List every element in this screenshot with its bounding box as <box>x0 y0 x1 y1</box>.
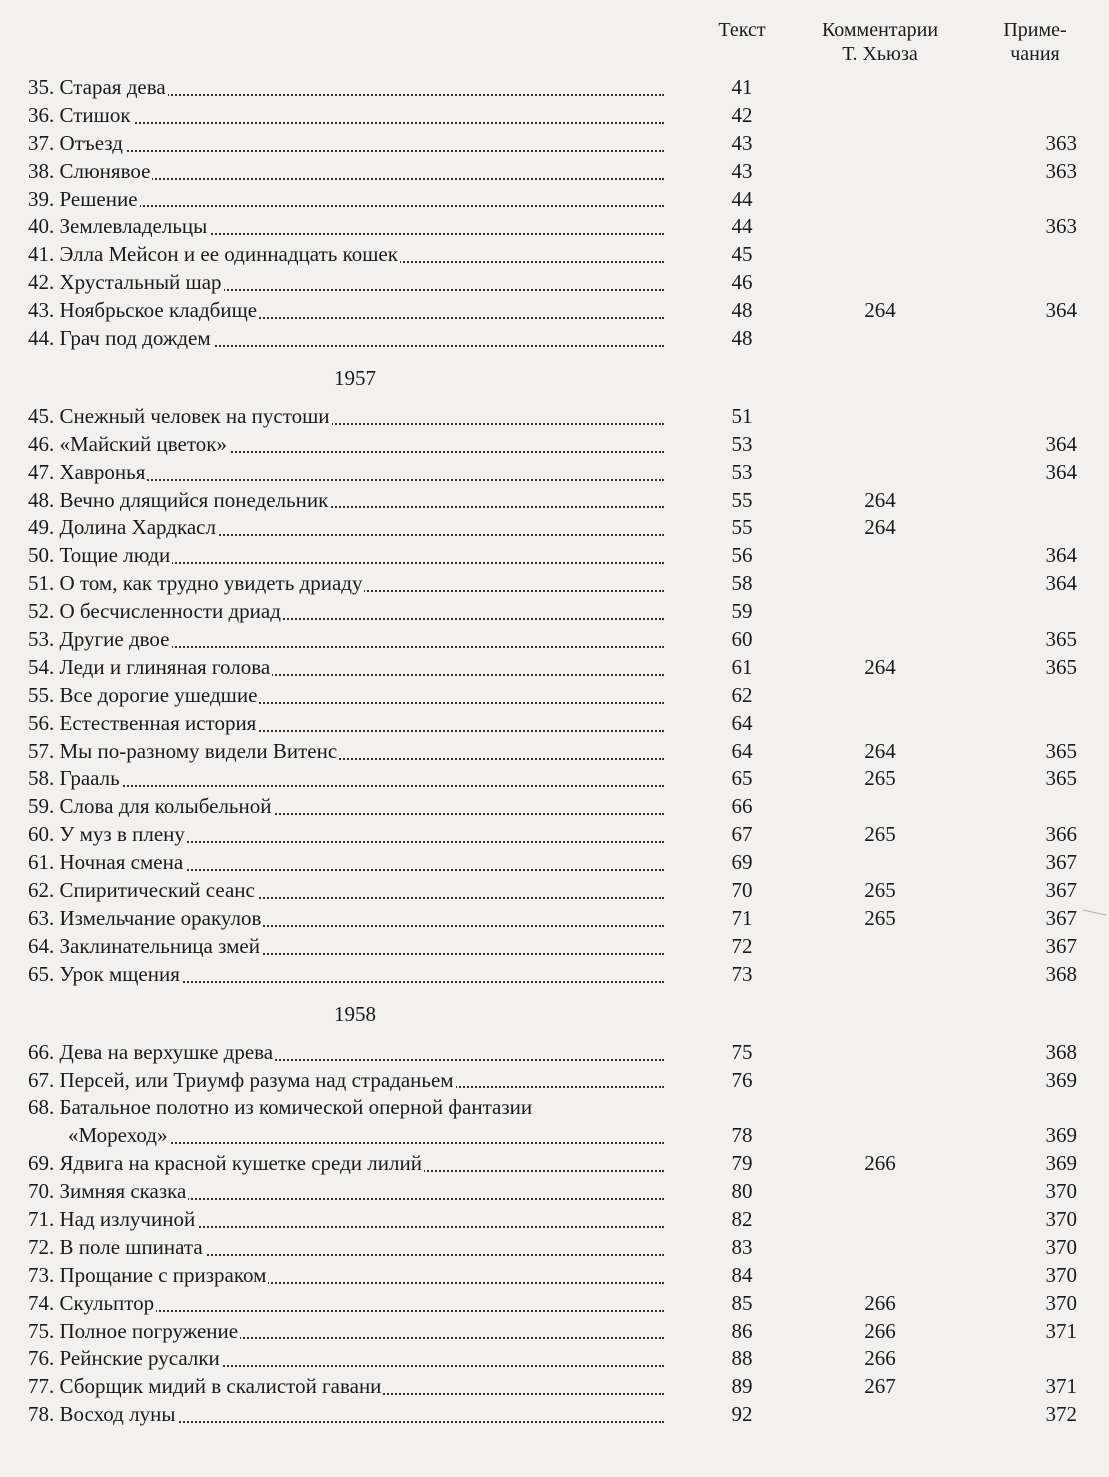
page-text: 78 <box>731 1123 753 1148</box>
entry-title-cell <box>28 1318 664 1346</box>
page-notes: 372 <box>1045 1402 1077 1427</box>
year-heading <box>0 989 1109 1039</box>
entry-title: 36. Стишок <box>28 102 131 127</box>
contents-entry <box>0 459 1109 487</box>
page-notes: 369 <box>1045 1067 1077 1092</box>
entry-title: 70. Зимняя сказка <box>28 1179 187 1204</box>
page-notes: 367 <box>1045 850 1077 875</box>
page-notes: 371 <box>1045 1318 1077 1343</box>
entry-title: 39. Решение <box>28 186 138 211</box>
contents-entry <box>0 1094 1109 1150</box>
page-notes: 368 <box>1045 1039 1077 1064</box>
entry-title-cell <box>28 514 664 542</box>
contents-entry <box>0 1234 1109 1262</box>
entry-title-cell <box>28 1401 664 1429</box>
contents-entry <box>0 1290 1109 1318</box>
page-notes: 368 <box>1045 961 1077 986</box>
entry-title: 59. Слова для колыбельной <box>28 794 272 819</box>
page-text: 44 <box>731 186 753 211</box>
entry-title: 62. Спиритический сеанс <box>28 878 255 903</box>
page-text: 43 <box>731 130 753 155</box>
column-header-comments: Комментарии Т. Хьюза <box>821 19 939 65</box>
page-comments: 266 <box>864 1151 896 1176</box>
entry-title: 43. Ноябрьское кладбище <box>28 298 258 323</box>
entry-title-cell <box>28 213 664 241</box>
page-text: 76 <box>731 1067 753 1092</box>
page-notes: 369 <box>1045 1151 1077 1176</box>
contents-entry <box>0 765 1109 793</box>
page-text: 61 <box>731 654 753 679</box>
page-text: 92 <box>731 1402 753 1427</box>
page-text: 44 <box>731 214 753 239</box>
entry-title: 35. Старая дева <box>28 75 166 99</box>
page-text: 84 <box>731 1262 753 1287</box>
entry-title: 40. Землевладельцы <box>28 214 208 239</box>
entry-title: 38. Слюнявое <box>28 158 151 183</box>
page-text: 43 <box>731 158 753 183</box>
entry-title-cell <box>28 738 664 766</box>
page-comments: 265 <box>864 766 896 791</box>
entry-title: 75. Полное погружение <box>28 1318 239 1343</box>
page-text: 53 <box>731 431 753 456</box>
page-text: 83 <box>731 1234 753 1259</box>
contents-entry <box>0 877 1109 905</box>
page-text: 64 <box>731 738 753 763</box>
contents-entry <box>0 710 1109 738</box>
entry-title: 56. Естественная история <box>28 710 257 735</box>
entry-title-cell <box>28 542 664 570</box>
entry-title-cell <box>28 933 664 961</box>
entry-title: 58. Грааль <box>28 766 120 791</box>
entry-title: 54. Леди и глиняная голова <box>28 654 271 679</box>
contents-entry <box>0 1401 1109 1429</box>
entry-title: 74. Скульптор <box>28 1290 155 1315</box>
contents-entry <box>0 102 1109 130</box>
entry-title-cell <box>68 1122 664 1150</box>
entry-title: 37. Отъезд <box>28 130 123 155</box>
entry-title: 51. О том, как трудно увидеть дриаду <box>28 571 363 596</box>
entry-title: 41. Элла Мейсон и ее одиннадцать кошек <box>28 242 398 267</box>
page-comments: 266 <box>864 1290 896 1315</box>
contents-entry <box>0 403 1109 431</box>
page-notes: 365 <box>1045 766 1077 791</box>
page-text: 79 <box>731 1151 753 1176</box>
entry-title: «Мореход» <box>68 1123 168 1148</box>
page-text: 56 <box>731 543 753 568</box>
page-notes: 370 <box>1045 1234 1077 1259</box>
page-comments: 265 <box>864 822 896 847</box>
entry-title-cell <box>28 130 664 158</box>
entry-title-cell <box>28 570 664 598</box>
entry-title: 67. Персей, или Триумф разума над страданьем <box>28 1067 454 1092</box>
entry-title-cell <box>28 1373 664 1401</box>
page-notes: 364 <box>1045 459 1077 484</box>
page-text: 80 <box>731 1179 753 1204</box>
page-notes: 363 <box>1045 214 1077 239</box>
page-text: 86 <box>731 1318 753 1343</box>
page-text: 82 <box>731 1206 753 1231</box>
page-comments: 264 <box>864 738 896 763</box>
entry-title-cell <box>28 325 664 353</box>
entry-title-cell <box>28 102 664 130</box>
entry-title-cell <box>28 682 664 710</box>
page-comments: 264 <box>864 298 896 323</box>
contents-entry <box>0 1262 1109 1290</box>
contents-entry <box>0 241 1109 269</box>
entry-title-cell <box>28 905 664 933</box>
page-text: 89 <box>731 1374 753 1399</box>
entry-title-cell <box>28 598 664 626</box>
contents-entry <box>0 158 1109 186</box>
contents-list <box>0 74 1109 1429</box>
contents-entry <box>0 849 1109 877</box>
page-text: 72 <box>731 933 753 958</box>
page-comments: 264 <box>864 487 896 512</box>
contents-entry <box>0 1345 1109 1373</box>
page-notes: 365 <box>1045 738 1077 763</box>
page-text: 48 <box>731 298 753 323</box>
entry-title-cell <box>28 1178 664 1206</box>
column-header-notes: Приме- чания <box>1003 19 1067 65</box>
entry-title-cell <box>28 1345 664 1373</box>
entry-title: 55. Все дорогие ушедшие <box>28 682 258 707</box>
page-notes: 364 <box>1045 571 1077 596</box>
contents-entry <box>0 186 1109 214</box>
entry-title: 42. Хрустальный шар <box>28 270 222 295</box>
page-text: 59 <box>731 599 753 624</box>
entry-title: 78. Восход луны <box>28 1402 176 1427</box>
contents-entry <box>0 297 1109 325</box>
entry-title: 53. Другие двое <box>28 627 170 652</box>
page-notes: 367 <box>1045 905 1077 930</box>
page-comments: 264 <box>864 654 896 679</box>
contents-entry <box>0 1178 1109 1206</box>
contents-entry <box>0 431 1109 459</box>
page-notes: 363 <box>1045 130 1077 155</box>
entry-title-first-line: 68. Батальное полотно из комической оперной фантазии <box>28 1095 533 1120</box>
page-text: 53 <box>731 459 753 484</box>
entry-title-cell <box>28 821 664 849</box>
column-header-text: Текст <box>718 19 766 41</box>
page-comments: 265 <box>864 878 896 903</box>
entry-title-cell <box>28 74 664 102</box>
entry-title-cell <box>28 1067 664 1095</box>
page-text: 88 <box>731 1346 753 1371</box>
entry-title: 73. Прощание с призраком <box>28 1262 267 1287</box>
entry-title-cell <box>28 1262 664 1290</box>
entry-title-cell <box>28 877 664 905</box>
contents-entry <box>0 213 1109 241</box>
page-comments: 264 <box>864 515 896 540</box>
page-text: 42 <box>731 102 753 127</box>
page-comments: 266 <box>864 1318 896 1343</box>
entry-title-cell <box>28 710 664 738</box>
page-text: 48 <box>731 326 753 351</box>
entry-title-cell <box>28 1039 664 1067</box>
page-text: 73 <box>731 961 753 986</box>
entry-title: 63. Измельчание оракулов <box>28 905 262 930</box>
page-text: 55 <box>731 515 753 540</box>
contents-entry <box>0 1039 1109 1067</box>
entry-title-cell <box>28 849 664 877</box>
year-label: 1957 <box>334 365 376 390</box>
contents-entry <box>0 738 1109 766</box>
entry-title: 69. Ядвига на красной кушетке среди лилий <box>28 1151 422 1176</box>
contents-entry <box>0 1206 1109 1234</box>
entry-title-cell <box>28 186 664 214</box>
contents-entry <box>0 961 1109 989</box>
contents-entry <box>0 269 1109 297</box>
contents-entry <box>0 74 1109 102</box>
entry-title: 57. Мы по-разному видели Витенс <box>28 738 338 763</box>
entry-title: 72. В поле шпината <box>28 1234 203 1259</box>
page-notes: 370 <box>1045 1262 1077 1287</box>
page-text: 69 <box>731 850 753 875</box>
page-text: 64 <box>731 710 753 735</box>
entry-title: 71. Над излучиной <box>28 1206 196 1231</box>
page-notes: 369 <box>1045 1123 1077 1148</box>
page-notes: 370 <box>1045 1290 1077 1315</box>
entry-title-cell <box>28 1290 664 1318</box>
entry-title-cell <box>28 765 664 793</box>
page-text: 70 <box>731 878 753 903</box>
page-comments: 266 <box>864 1346 896 1371</box>
contents-entry <box>0 682 1109 710</box>
entry-title: 64. Заклинательница змей <box>28 933 260 958</box>
entry-title-cell <box>28 241 664 269</box>
entry-title-cell <box>28 793 664 821</box>
entry-title: 52. О бесчисленности дриад <box>28 599 281 624</box>
contents-entry <box>0 626 1109 654</box>
entry-title: 66. Дева на верхушке древа <box>28 1039 274 1064</box>
entry-title-cell <box>28 1150 664 1178</box>
page-notes: 367 <box>1045 878 1077 903</box>
contents-entry <box>0 654 1109 682</box>
page-text: 75 <box>731 1039 753 1064</box>
entry-title: 76. Рейнские русалки <box>28 1346 220 1371</box>
page-comments: 267 <box>864 1374 896 1399</box>
entry-title: 50. Тощие люди <box>28 543 171 568</box>
page-notes: 363 <box>1045 158 1077 183</box>
contents-entry <box>0 598 1109 626</box>
entry-title-cell <box>28 654 664 682</box>
page-comments: 265 <box>864 905 896 930</box>
page-text: 71 <box>731 905 753 930</box>
dot-leader <box>28 785 664 787</box>
entry-title-cell <box>28 431 664 459</box>
contents-entry <box>0 130 1109 158</box>
entry-title: 48. Вечно длящийся понедельник <box>28 487 329 512</box>
entry-title-cell <box>28 1234 664 1262</box>
entry-title-cell <box>28 626 664 654</box>
contents-entry <box>0 514 1109 542</box>
contents-entry <box>0 542 1109 570</box>
page-notes: 366 <box>1045 822 1077 847</box>
entry-title-cell <box>28 487 664 515</box>
page-notes: 365 <box>1045 627 1077 652</box>
page-text: 41 <box>731 75 753 99</box>
page-text: 46 <box>731 270 753 295</box>
contents-entry <box>0 821 1109 849</box>
page-notes: 370 <box>1045 1206 1077 1231</box>
entry-title-cell <box>28 297 664 325</box>
contents-entry <box>0 1373 1109 1401</box>
entry-title-cell <box>28 269 664 297</box>
entry-title-cell <box>28 961 664 989</box>
page-notes: 371 <box>1045 1374 1077 1399</box>
contents-entry <box>0 905 1109 933</box>
year-heading <box>0 353 1109 403</box>
contents-entry <box>0 487 1109 515</box>
entry-title: 49. Долина Хардкасл <box>28 515 216 540</box>
contents-entry <box>0 1150 1109 1178</box>
entry-title: 45. Снежный человек на пустоши <box>28 403 330 428</box>
entry-title: 44. Грач под дождем <box>28 326 211 351</box>
contents-entry <box>0 570 1109 598</box>
contents-entry <box>0 1067 1109 1095</box>
year-label: 1958 <box>334 1001 376 1026</box>
contents-entry <box>0 933 1109 961</box>
entry-title: 46. «Майский цветок» <box>28 431 227 456</box>
page-text: 45 <box>731 242 753 267</box>
entry-title: 65. Урок мщения <box>28 961 180 986</box>
page-text: 67 <box>731 822 753 847</box>
contents-entry <box>0 793 1109 821</box>
entry-title-cell <box>28 459 664 487</box>
page-text: 85 <box>731 1290 753 1315</box>
page-text: 51 <box>731 403 753 428</box>
page-text: 58 <box>731 571 753 596</box>
page-notes: 370 <box>1045 1179 1077 1204</box>
page-notes: 364 <box>1045 431 1077 456</box>
page-text: 62 <box>731 682 753 707</box>
page-notes: 365 <box>1045 654 1077 679</box>
page-notes: 364 <box>1045 543 1077 568</box>
page-notes: 367 <box>1045 933 1077 958</box>
contents-entry <box>0 1318 1109 1346</box>
entry-title-cell <box>28 403 664 431</box>
page-text: 60 <box>731 627 753 652</box>
entry-title: 47. Хавронья <box>28 459 146 484</box>
page-text: 65 <box>731 766 753 791</box>
page-text: 55 <box>731 487 753 512</box>
entry-title: 60. У муз в плену <box>28 822 185 847</box>
entry-title: 77. Сборщик мидий в скалистой гавани <box>28 1374 382 1399</box>
entry-title-cell <box>28 1206 664 1234</box>
contents-entry <box>0 325 1109 353</box>
page-notes: 364 <box>1045 298 1077 323</box>
table-header <box>0 18 1109 74</box>
entry-title-cell <box>28 158 664 186</box>
entry-title: 61. Ночная смена <box>28 850 184 875</box>
page-text: 66 <box>731 794 753 819</box>
